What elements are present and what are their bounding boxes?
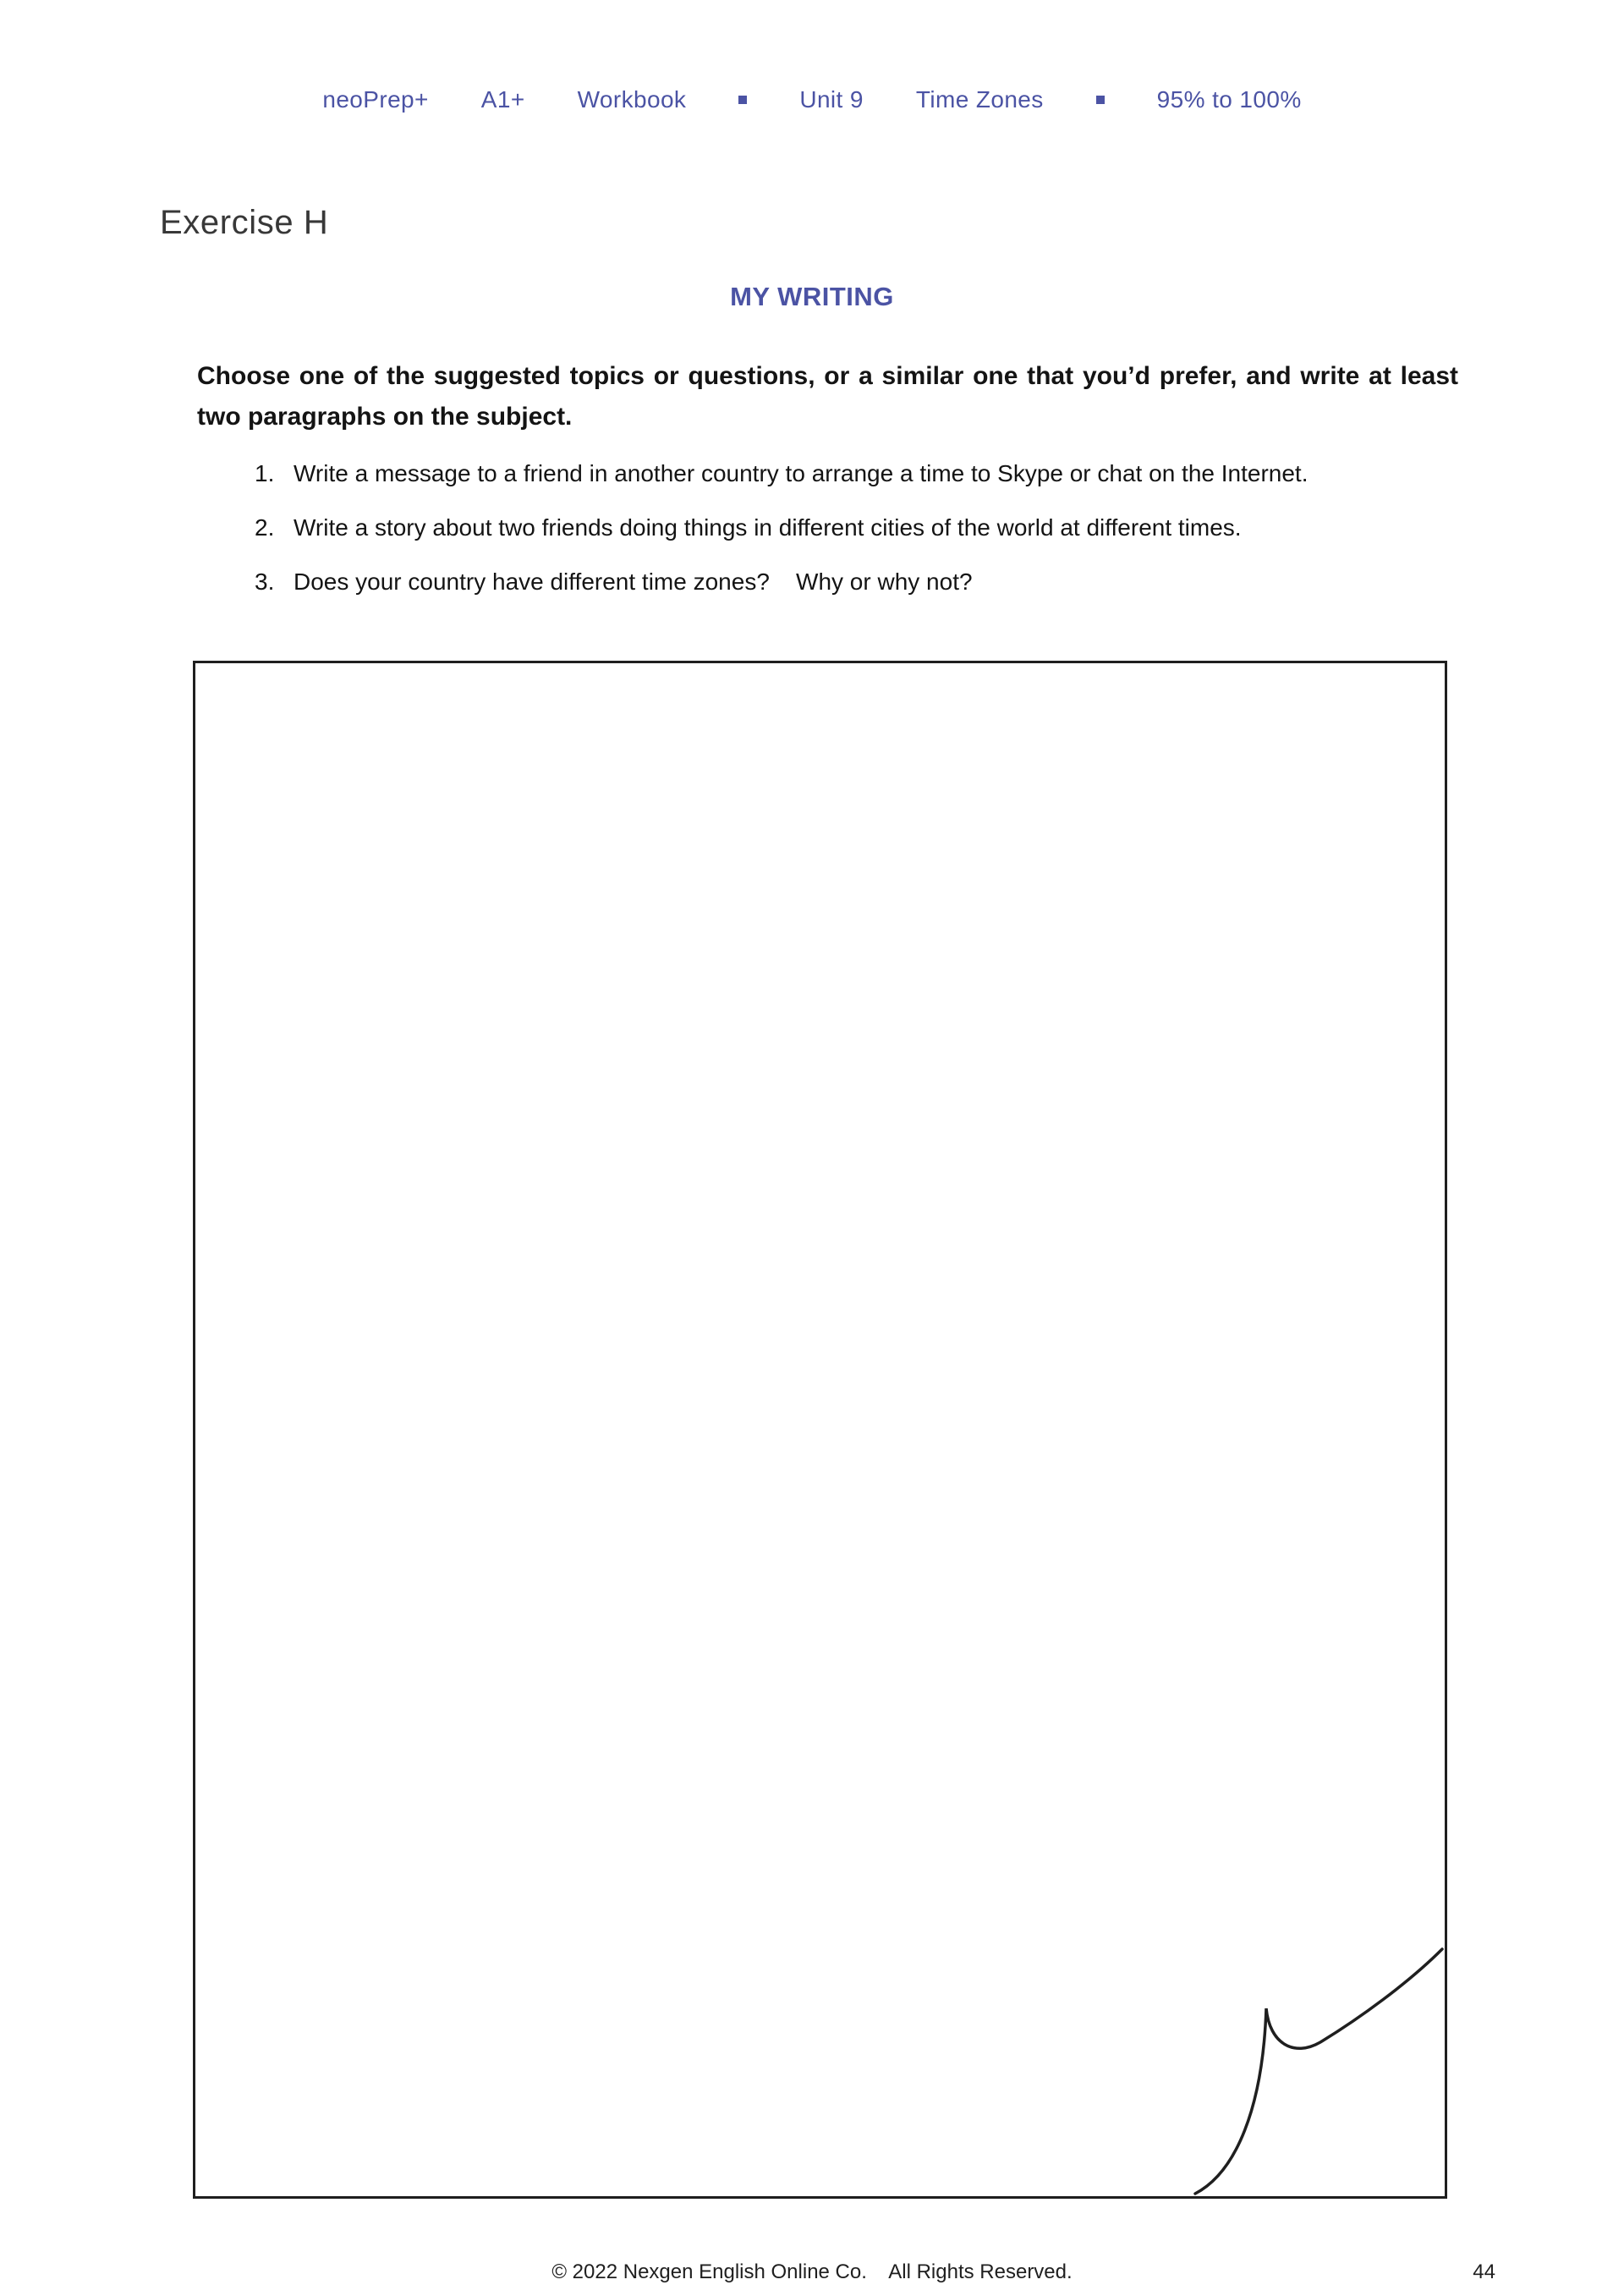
- section-title: MY WRITING: [730, 282, 894, 311]
- copyright-text: © 2022 Nexgen English Online Co. All Rights Reserved.: [551, 2260, 1073, 2283]
- topic-item: [255, 510, 1458, 546]
- topic-label: Time Zones: [915, 86, 1044, 113]
- page-number: 44: [1473, 2260, 1495, 2283]
- topic-number: 3.: [255, 569, 275, 595]
- topic-text: Write a message to a friend in another country to arrange a time to Skype or chat on the Internet.: [294, 460, 1309, 486]
- score-range-label: 95% to 100%: [1156, 86, 1302, 113]
- topic-item: [255, 564, 1458, 600]
- header-breadcrumb: [0, 0, 1624, 113]
- writing-area-box: [193, 661, 1447, 2199]
- topic-item: [255, 456, 1458, 492]
- workbook-label: Workbook: [577, 86, 687, 113]
- topic-list: [255, 456, 1458, 600]
- topic-number: 2.: [255, 514, 275, 541]
- topic-number: 1.: [255, 460, 275, 486]
- topic-text: Does your country have different time zones? Why or why not?: [294, 569, 973, 595]
- page-curl-icon: [1187, 1942, 1445, 2196]
- level-label: A1+: [480, 86, 525, 113]
- square-bullet-icon: [738, 96, 747, 104]
- topic-text: Write a story about two friends doing things in different cities of the world at different times.: [294, 514, 1242, 541]
- instructions-text: Choose one of the suggested topics or questions, or a similar one that you’d prefer, and write at least two paragraphs on the subject.: [197, 362, 1458, 431]
- square-bullet-icon: [1096, 96, 1105, 104]
- page-title: Exercise H: [160, 204, 329, 241]
- brand-label: neoPrep+: [322, 86, 429, 113]
- unit-label: Unit 9: [799, 86, 864, 113]
